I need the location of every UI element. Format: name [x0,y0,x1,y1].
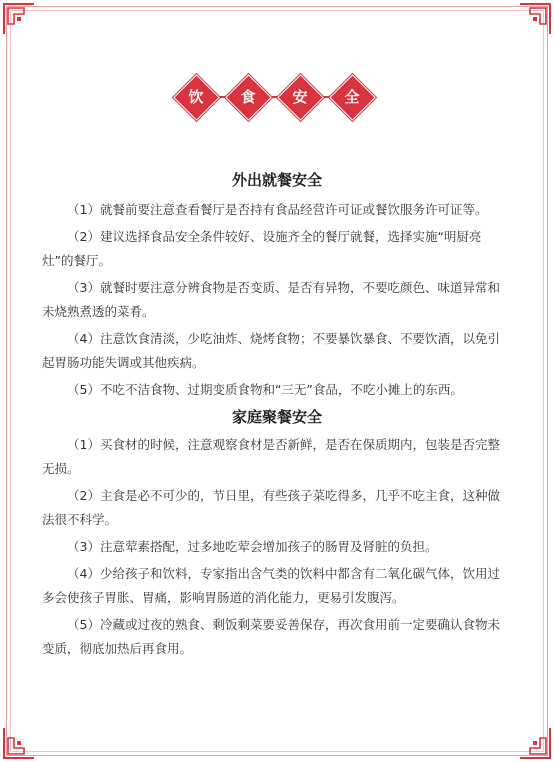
title-char: 安 [292,88,308,106]
corner-ornament-icon [514,0,554,40]
paragraph: （4）少给孩子和饮料，专家指出含气类的饮料中都含有二氧化碳气体，饮用过多会使孩子胃胀、胃痛，影响胃肠道的消化能力，更易引发腹泻。 [42,566,500,605]
title-diamond [330,75,374,119]
corner-ornament-icon [0,0,40,40]
paragraph: （2）主食是必不可少的，节日里，有些孩子菜吃得多，几乎不吃主食，这种做法很不科学。 [42,488,500,527]
article-body [42,168,512,664]
section-heading-family-dinner: 家庭聚餐安全 [231,408,322,426]
paragraph: （5）冷藏或过夜的熟食、剩饭剩菜要妥善保存，再次食用前一定要确认食物未变质，彻底加热后再食用。 [42,617,500,656]
page-title [0,70,554,124]
paragraph: （1）就餐前要注意查看餐厅是否持有食品经营许可证或餐饮服务许可证等。 [67,202,488,217]
paragraph: （2）建议选择食品安全条件较好、设施齐全的餐厅就餐，选择实施“明厨亮灶”的餐厅。 [42,229,482,268]
paragraph: （3）就餐时要注意分辨食物是否变质、是否有异物，不要吃颜色、味道异常和未烧熟煮透的菜肴。 [42,280,500,319]
section-heading-dining-out: 外出就餐安全 [231,171,322,189]
paragraph: （3）注意荤素搭配，过多地吃荤会增加孩子的肠胃及肾脏的负担。 [67,539,438,554]
paragraph: （4）注意饮食清淡，少吃油炸、烧烤食物；不要暴饮暴食、不要饮酒，以免引起胃肠功能失调或其他疾病。 [42,331,500,370]
title-diamond [226,75,270,119]
paragraph: （5）不吃不洁食物、过期变质食物和“三无”食品，不吃小摊上的东西。 [67,382,463,397]
title-char: 全 [344,88,360,106]
paragraph: （1）买食材的时候，注意观察食材是否新鲜，是否在保质期内，包装是否完整无损。 [42,437,500,476]
title-char: 饮 [188,88,204,106]
title-diamond [174,75,218,119]
title-diamond [278,75,322,119]
corner-ornament-icon [514,722,554,762]
corner-ornament-icon [0,722,40,762]
title-char: 食 [240,88,256,106]
